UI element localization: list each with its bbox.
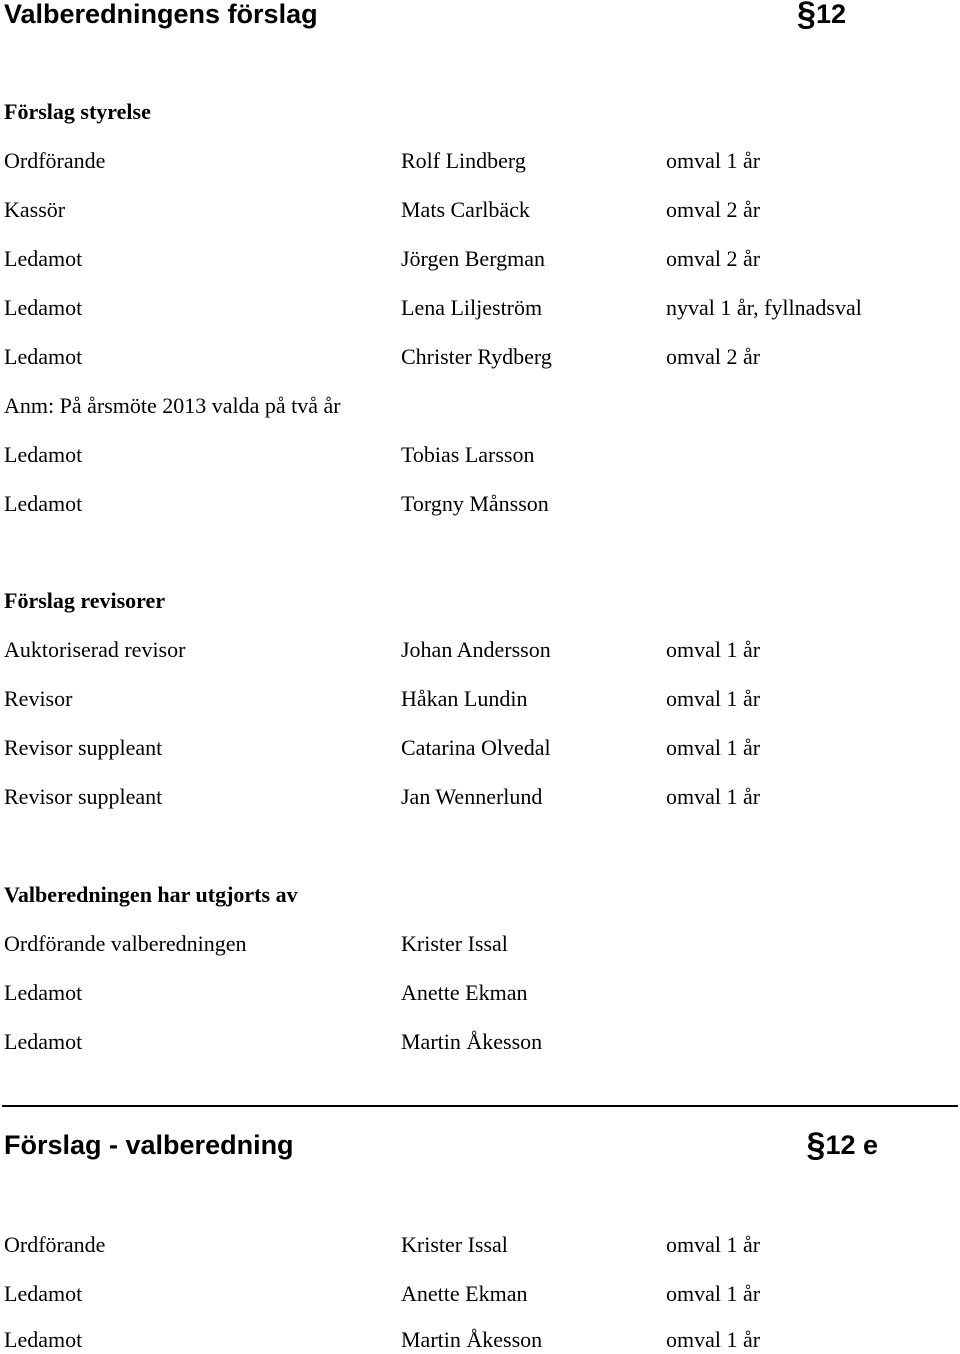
role-cell: Auktoriserad revisor <box>4 637 186 662</box>
term-cell: nyval 1 år, fyllnadsval <box>666 295 862 320</box>
paragraph-number-value: 12 e <box>825 1130 878 1160</box>
term-cell: omval 1 år <box>666 148 761 173</box>
table-row <box>0 490 960 518</box>
name-cell: Catarina Olvedal <box>401 735 551 760</box>
table-row <box>0 783 960 811</box>
term-cell: omval 2 år <box>666 344 761 369</box>
role-cell: Revisor <box>4 686 73 711</box>
paragraph-number <box>797 0 846 33</box>
name-cell: Krister Issal <box>401 1232 508 1257</box>
role-cell: Ledamot <box>4 1281 83 1306</box>
table-row <box>0 1326 960 1354</box>
table-row <box>0 734 960 762</box>
name-cell: Christer Rydberg <box>401 344 552 369</box>
name-cell: Jan Wennerlund <box>401 784 543 809</box>
table-row <box>0 343 960 371</box>
name-cell: Rolf Lindberg <box>401 148 526 173</box>
role-cell: Ledamot <box>4 980 83 1005</box>
term-cell: omval 1 år <box>666 686 761 711</box>
table-row <box>0 979 960 1007</box>
name-cell: Jörgen Bergman <box>401 246 545 271</box>
role-cell: Ordförande <box>4 1232 106 1257</box>
term-cell: omval 2 år <box>666 197 761 222</box>
section-heading-styrelse: Förslag styrelse <box>4 99 151 124</box>
term-cell: omval 2 år <box>666 246 761 271</box>
role-cell: Revisor suppleant <box>4 784 163 809</box>
table-row <box>0 685 960 713</box>
role-cell: Ledamot <box>4 1029 83 1054</box>
term-cell: omval 1 år <box>666 735 761 760</box>
page-title: Valberedningens förslag <box>4 0 318 29</box>
role-cell: Ledamot <box>4 491 83 516</box>
table-row <box>0 930 960 958</box>
table-row <box>0 1028 960 1056</box>
name-cell: Anette Ekman <box>401 1281 528 1306</box>
section-heading-revisorer: Förslag revisorer <box>4 588 166 613</box>
role-cell: Ordförande valberedningen <box>4 931 247 956</box>
section-symbol: § <box>797 0 816 33</box>
table-row <box>0 147 960 175</box>
name-cell: Krister Issal <box>401 931 508 956</box>
section-symbol: § <box>806 1126 826 1164</box>
name-cell: Johan Andersson <box>401 637 551 662</box>
term-cell: omval 1 år <box>666 637 761 662</box>
table-row <box>0 245 960 273</box>
name-cell: Håkan Lundin <box>401 686 528 711</box>
term-cell: omval 1 år <box>666 1232 761 1257</box>
role-cell: Ledamot <box>4 442 83 467</box>
name-cell: Mats Carlbäck <box>401 197 530 222</box>
term-cell: omval 1 år <box>666 784 761 809</box>
table-row <box>0 636 960 664</box>
name-cell: Anette Ekman <box>401 980 528 1005</box>
name-cell: Lena Liljeström <box>401 295 543 320</box>
table-row <box>0 441 960 469</box>
paragraph-number-value: 12 <box>815 0 846 29</box>
role-cell: Ordförande <box>4 148 106 173</box>
table-row <box>0 196 960 224</box>
name-cell: Tobias Larsson <box>401 442 535 467</box>
name-cell: Martin Åkesson <box>401 1029 543 1054</box>
term-cell: omval 1 år <box>666 1281 761 1306</box>
role-cell: Revisor suppleant <box>4 735 163 760</box>
section-divider <box>2 1105 958 1107</box>
role-cell: Ledamot <box>4 344 83 369</box>
name-cell: Torgny Månsson <box>401 491 549 516</box>
name-cell: Martin Åkesson <box>401 1327 543 1352</box>
role-cell: Ledamot <box>4 246 83 271</box>
role-cell: Ledamot <box>4 295 83 320</box>
role-cell: Kassör <box>4 197 66 222</box>
table-row <box>0 1280 960 1308</box>
role-cell: Ledamot <box>4 1327 83 1352</box>
table-row <box>0 294 960 322</box>
note-text: Anm: På årsmöte 2013 valda på två år <box>4 393 341 418</box>
section-heading-utgjorts: Valberedningen har utgjorts av <box>4 882 298 907</box>
term-cell: omval 1 år <box>666 1327 761 1352</box>
table-row <box>0 1231 960 1259</box>
paragraph-number <box>806 1126 878 1164</box>
section-title-valberedning: Förslag - valberedning <box>4 1130 294 1160</box>
